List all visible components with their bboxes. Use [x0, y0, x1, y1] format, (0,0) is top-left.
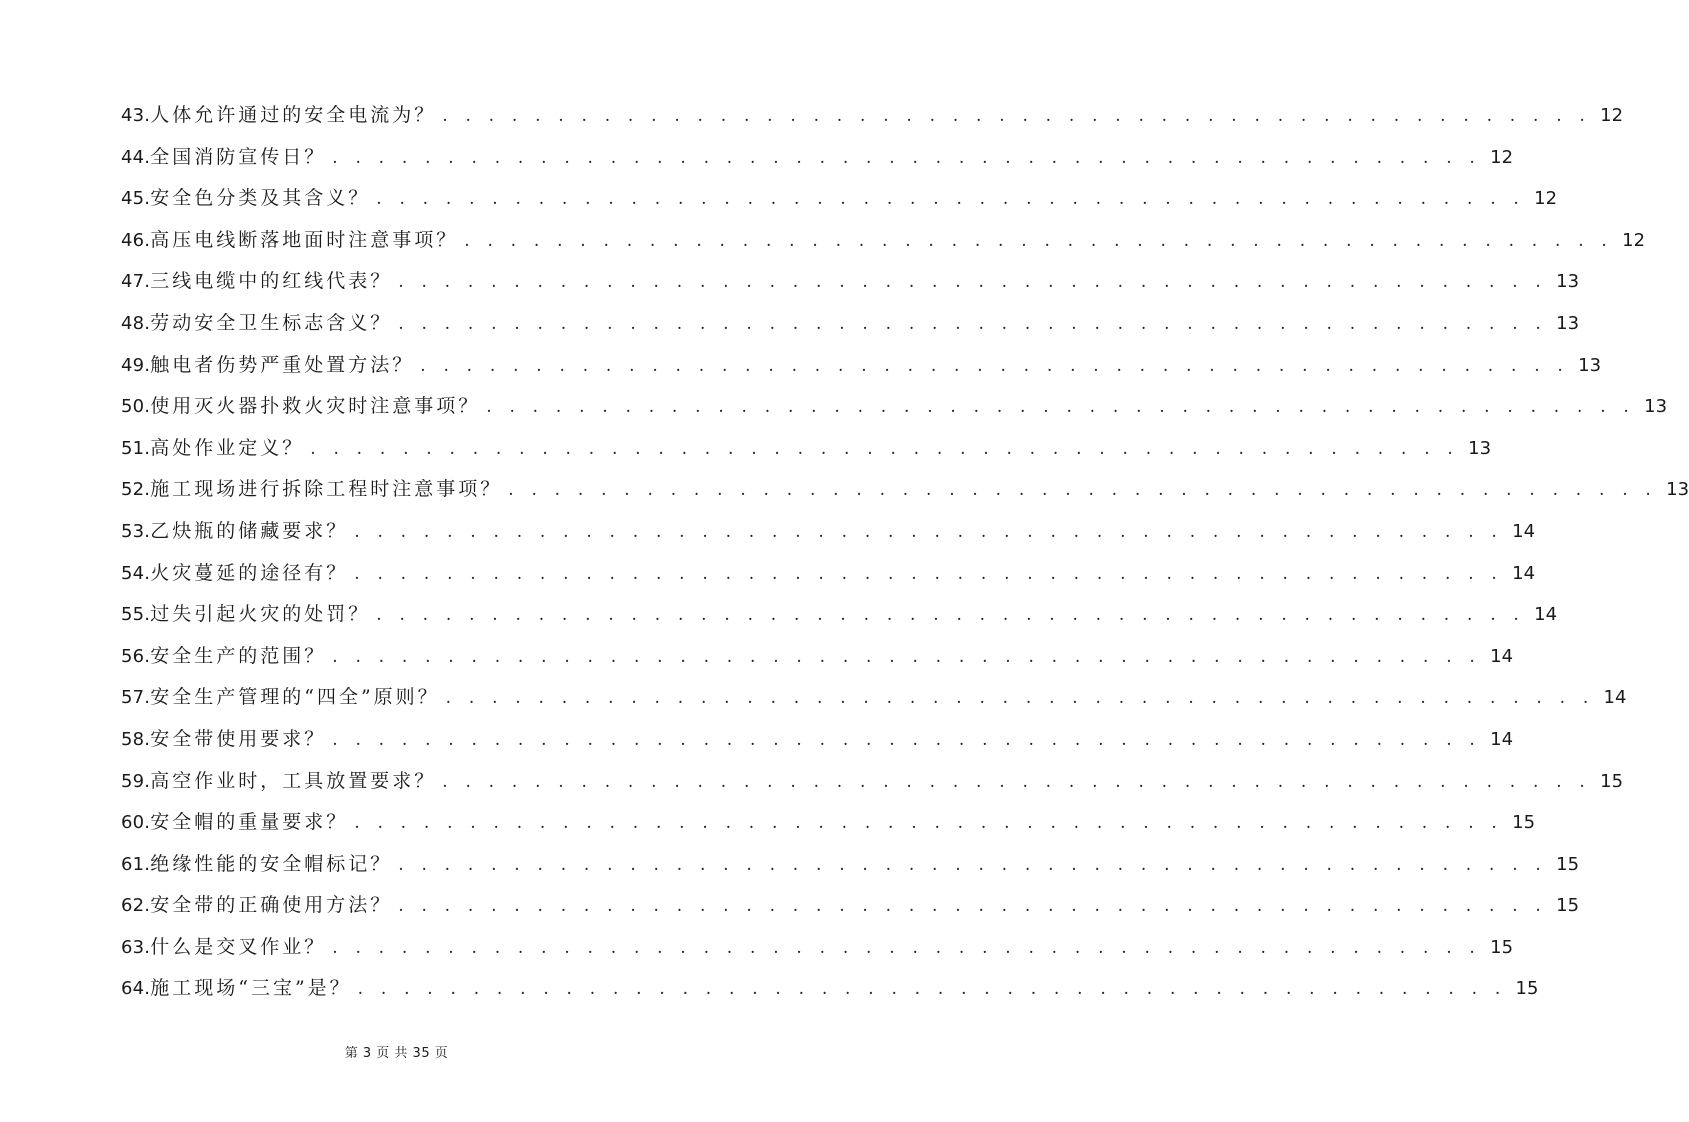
toc-entry-title: 火灾蔓延的途径有？ [150, 561, 349, 584]
toc-entry-page-number: 13 [1556, 312, 1580, 334]
toc-entry[interactable] [121, 553, 1536, 595]
toc-entry-page-number: 13 [1468, 437, 1492, 459]
toc-entry[interactable] [121, 927, 1514, 969]
toc-entry-title: 高处作业定义？ [150, 436, 305, 459]
toc-entry-number: 58. [121, 728, 151, 750]
toc-entry-title: 安全帽的重量要求？ [150, 811, 349, 834]
toc-entry-number: 43. [121, 105, 151, 126]
toc-entry-page-number: 14 [1512, 562, 1536, 584]
toc-entry-page-number: 14 [1603, 687, 1627, 709]
toc-entry-page-number: 13 [1644, 396, 1668, 418]
toc-entry-page-number: 14 [1512, 520, 1536, 542]
toc-entry-dot-leader: . . . . . . . . . . . . . . . . . . . . . . . . . . . . . . . . . . . . . . . . . . . . . . . . . . [464, 230, 1614, 251]
toc-entry-number: 45. [121, 188, 151, 210]
toc-entry[interactable] [121, 594, 1558, 636]
toc-entry-dot-leader: . . . . . . . . . . . . . . . . . . . . . . . . . . . . . . . . . . . . . . . . . . . . . . . . . . [442, 771, 1592, 792]
toc-entry-page-number: 15 [1556, 853, 1580, 875]
toc-entry-dot-leader: . . . . . . . . . . . . . . . . . . . . . . . . . . . . . . . . . . . . . . . . . . . . . . . . . . [354, 521, 1504, 542]
toc-entry-page-number: 14 [1490, 728, 1514, 750]
toc-entry-number: 61. [121, 853, 151, 875]
toc-entry-number: 52. [121, 479, 151, 501]
toc-entry-title: 施工现场“三宝”是？ [150, 977, 352, 1000]
toc-entry-title: 乙炔瓶的储藏要求？ [150, 519, 349, 542]
toc-entry-number: 46. [121, 229, 151, 251]
toc-entry-number: 47. [121, 271, 151, 293]
toc-entry-page-number: 13 [1666, 479, 1689, 501]
toc-entry-title: 安全色分类及其含义？ [150, 187, 371, 210]
toc-entry-dot-leader: . . . . . . . . . . . . . . . . . . . . . . . . . . . . . . . . . . . . . . . . . . . . . . . . . . [442, 106, 1592, 126]
toc-entry-number: 44. [121, 146, 151, 168]
toc-entry[interactable] [121, 636, 1514, 678]
toc-entry-dot-leader: . . . . . . . . . . . . . . . . . . . . . . . . . . . . . . . . . . . . . . . . . . . . . . . . . . [398, 896, 1548, 917]
toc-entry[interactable] [121, 95, 1624, 137]
toc-entry[interactable] [121, 137, 1514, 179]
toc-entry-title: 安全带使用要求？ [150, 727, 327, 750]
toc-entry-dot-leader: . . . . . . . . . . . . . . . . . . . . . . . . . . . . . . . . . . . . . . . . . . . . . . . . . . [508, 480, 1658, 501]
toc-entry-title: 劳动安全卫生标志含义？ [150, 311, 393, 334]
toc-entry-page-number: 14 [1490, 645, 1514, 667]
toc-entry[interactable] [121, 677, 1627, 719]
toc-entry-list [121, 95, 1689, 1010]
toc-entry-dot-leader: . . . . . . . . . . . . . . . . . . . . . . . . . . . . . . . . . . . . . . . . . . . . . . . . . . [376, 605, 1526, 626]
toc-entry-number: 55. [121, 604, 151, 626]
toc-entry-page-number: 12 [1534, 188, 1558, 210]
toc-entry-number: 64. [121, 978, 151, 1000]
toc-entry-title: 绝缘性能的安全帽标记？ [150, 852, 393, 875]
toc-entry-number: 54. [121, 562, 151, 584]
toc-entry-dot-leader: . . . . . . . . . . . . . . . . . . . . . . . . . . . . . . . . . . . . . . . . . . . . . . . . . . [486, 397, 1636, 418]
toc-entry-dot-leader: . . . . . . . . . . . . . . . . . . . . . . . . . . . . . . . . . . . . . . . . . . . . . . . . . . [332, 147, 1482, 168]
toc-entry-title: 人体允许通过的安全电流为？ [150, 104, 437, 126]
toc-entry-dot-leader: . . . . . . . . . . . . . . . . . . . . . . . . . . . . . . . . . . . . . . . . . . . . . . . . . . [354, 563, 1504, 584]
toc-entry-dot-leader: . . . . . . . . . . . . . . . . . . . . . . . . . . . . . . . . . . . . . . . . . . . . . . . . . . [332, 646, 1482, 667]
page-footer: 第 3 页 共 35 页 [344, 1046, 449, 1061]
toc-entry-page-number: 12 [1622, 229, 1646, 251]
toc-entry-dot-leader: . . . . . . . . . . . . . . . . . . . . . . . . . . . . . . . . . . . . . . . . . . . . . . . . . . [398, 854, 1548, 875]
toc-entry-dot-leader: . . . . . . . . . . . . . . . . . . . . . . . . . . . . . . . . . . . . . . . . . . . . . . . . . . [376, 189, 1526, 210]
toc-entry-number: 62. [121, 895, 151, 917]
toc-entry[interactable] [121, 802, 1536, 844]
toc-entry-number: 60. [121, 812, 151, 834]
toc-entry-title: 三线电缆中的红线代表？ [150, 270, 393, 293]
toc-entry-dot-leader: . . . . . . . . . . . . . . . . . . . . . . . . . . . . . . . . . . . . . . . . . . . . . . . . . . [354, 813, 1504, 834]
toc-entry-dot-leader: . . . . . . . . . . . . . . . . . . . . . . . . . . . . . . . . . . . . . . . . . . . . . . . . . . [398, 272, 1548, 293]
toc-entry-page-number: 15 [1512, 812, 1536, 834]
toc-entry-number: 63. [121, 936, 151, 958]
toc-entry-dot-leader: . . . . . . . . . . . . . . . . . . . . . . . . . . . . . . . . . . . . . . . . . . . . . . . . . . [398, 313, 1548, 334]
toc-entry-dot-leader: . . . . . . . . . . . . . . . . . . . . . . . . . . . . . . . . . . . . . . . . . . . . . . . . . . [332, 729, 1482, 750]
toc-entry-dot-leader: . . . . . . . . . . . . . . . . . . . . . . . . . . . . . . . . . . . . . . . . . . . . . . . . . . [445, 688, 1595, 709]
toc-entry-title: 全国消防宣传日？ [150, 145, 327, 168]
toc-entry[interactable] [121, 719, 1514, 761]
toc-entry-dot-leader: . . . . . . . . . . . . . . . . . . . . . . . . . . . . . . . . . . . . . . . . . . . . . . . . . . [310, 438, 1460, 459]
toc-entry-title: 安全生产管理的“四全”原则？ [150, 686, 440, 709]
toc-entry-title: 触电者伤势严重处置方法？ [150, 353, 415, 376]
toc-entry-title: 使用灭火器扑救火灾时注意事项？ [150, 395, 481, 418]
toc-entry[interactable] [121, 303, 1580, 345]
toc-entry[interactable] [121, 885, 1580, 927]
toc-entry-number: 56. [121, 645, 151, 667]
toc-entry-page-number: 15 [1556, 895, 1580, 917]
toc-entry-number: 51. [121, 437, 151, 459]
toc-entry-dot-leader: . . . . . . . . . . . . . . . . . . . . . . . . . . . . . . . . . . . . . . . . . . . . . . . . . . [420, 355, 1570, 376]
toc-entry-dot-leader: . . . . . . . . . . . . . . . . . . . . . . . . . . . . . . . . . . . . . . . . . . . . . . . . . . [357, 979, 1507, 1000]
toc-entry-page-number: 13 [1578, 354, 1602, 376]
toc-entry-number: 48. [121, 312, 151, 334]
toc-entry-page-number: 13 [1556, 271, 1580, 293]
toc-entry-title: 安全生产的范围？ [150, 644, 327, 667]
toc-entry-title: 过失引起火灾的处罚？ [150, 603, 371, 626]
toc-entry-number: 57. [121, 687, 151, 709]
toc-entry[interactable] [121, 428, 1492, 470]
toc-entry[interactable] [121, 761, 1624, 803]
toc-entry[interactable] [121, 386, 1668, 428]
toc-entry-title: 安全带的正确使用方法？ [150, 894, 393, 917]
toc-entry-page-number: 15 [1600, 770, 1624, 792]
toc-entry-page-number: 15 [1490, 936, 1514, 958]
toc-entry-page-number: 12 [1490, 146, 1514, 168]
table-of-contents [121, 95, 1689, 1010]
toc-entry-page-number: 15 [1515, 978, 1539, 1000]
toc-entry[interactable] [121, 345, 1602, 387]
toc-entry-title: 施工现场进行拆除工程时注意事项？ [150, 478, 503, 501]
toc-entry-number: 50. [121, 396, 151, 418]
toc-entry-page-number: 12 [1600, 105, 1624, 126]
toc-entry[interactable] [121, 511, 1536, 553]
toc-entry-number: 59. [121, 770, 151, 792]
toc-entry-page-number: 14 [1534, 604, 1558, 626]
toc-entry-number: 49. [121, 354, 151, 376]
toc-entry[interactable] [121, 968, 1539, 1010]
toc-entry-title: 什么是交叉作业？ [150, 935, 327, 958]
toc-entry[interactable] [121, 261, 1580, 303]
toc-entry[interactable] [121, 844, 1580, 886]
toc-entry[interactable] [121, 220, 1646, 262]
toc-entry-dot-leader: . . . . . . . . . . . . . . . . . . . . . . . . . . . . . . . . . . . . . . . . . . . . . . . . . . [332, 937, 1482, 958]
toc-entry-title: 高压电线断落地面时注意事项？ [150, 228, 459, 251]
toc-entry-title: 高空作业时，工具放置要求？ [150, 769, 437, 792]
toc-entry-number: 53. [121, 520, 151, 542]
toc-entry[interactable] [121, 469, 1689, 511]
toc-entry[interactable] [121, 178, 1558, 220]
